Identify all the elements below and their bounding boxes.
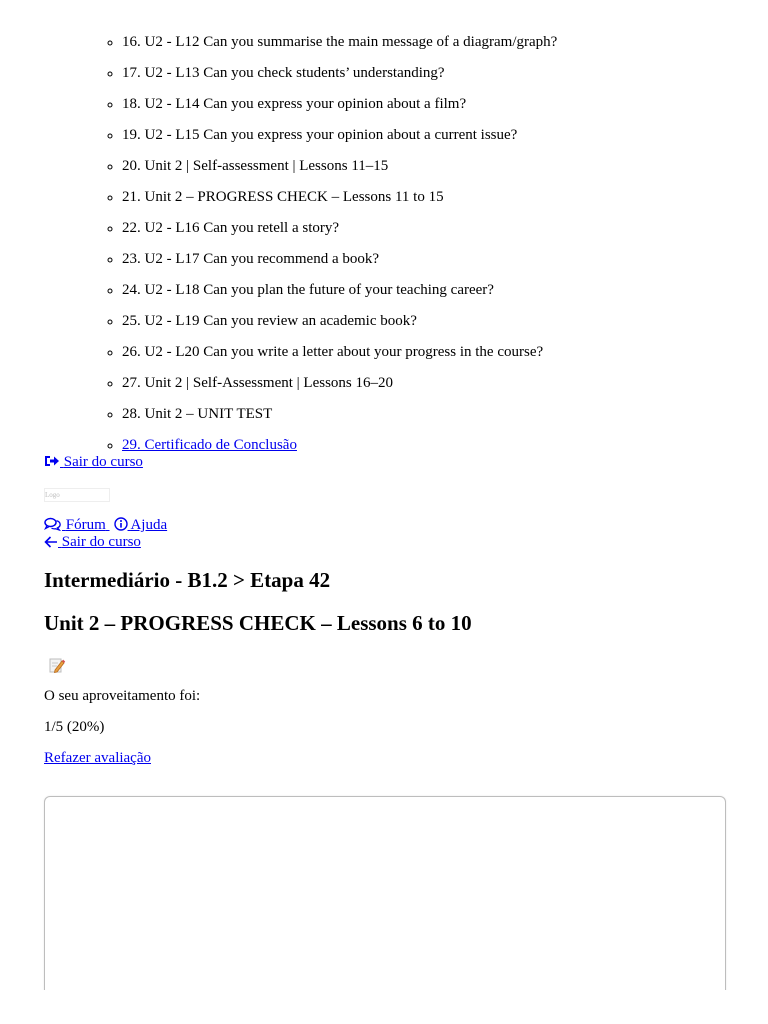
comments-icon xyxy=(44,517,62,531)
forum-link[interactable] xyxy=(44,517,110,533)
lesson-label: 16. U2 - L12 Can you summarise the main message of a diagram/graph? xyxy=(122,34,558,50)
lesson-item xyxy=(122,32,762,63)
retake-assessment-link[interactable]: Refazer avaliação xyxy=(44,750,151,766)
forum-label: Fórum xyxy=(65,517,106,533)
lesson-label: 28. Unit 2 – UNIT TEST xyxy=(122,406,273,422)
back-exit-course-link[interactable] xyxy=(44,532,141,552)
lesson-item xyxy=(122,342,762,373)
lesson-label: 19. U2 - L15 Can you express your opinion about a current issue? xyxy=(122,127,518,143)
score-value: 1/5 (20%) xyxy=(44,719,105,735)
lesson-item xyxy=(122,156,762,187)
lesson-item xyxy=(122,187,762,218)
lesson-label: 27. Unit 2 | Self-Assessment | Lessons 16–20 xyxy=(122,375,393,391)
help-link[interactable] xyxy=(114,517,168,533)
lesson-item xyxy=(122,125,762,156)
back-exit-course-label: Sair do curso xyxy=(61,534,141,550)
course-breadcrumb: Intermediário - B1.2 > Etapa 42 xyxy=(44,568,331,592)
lesson-label: 21. Unit 2 – PROGRESS CHECK – Lessons 11 to 15 xyxy=(122,189,444,205)
exit-course-link[interactable] xyxy=(44,452,143,472)
logo-alt-text: Logo xyxy=(45,491,60,499)
arrow-left-icon xyxy=(44,536,58,548)
lesson-item xyxy=(122,280,762,311)
page-bottom-edge xyxy=(0,990,768,1024)
lesson-item xyxy=(122,435,762,466)
exit-course-label: Sair do curso xyxy=(63,454,143,470)
lesson-label: 22. U2 - L16 Can you retell a story? xyxy=(122,220,340,236)
lesson-item xyxy=(122,373,762,404)
certificate-link[interactable]: 29. Certificado de Conclusão xyxy=(122,437,297,453)
lesson-item xyxy=(122,404,762,435)
lesson-label: 25. U2 - L19 Can you review an academic book? xyxy=(122,313,417,329)
sign-out-icon xyxy=(44,454,60,468)
info-circle-icon xyxy=(114,517,128,531)
lesson-label: 26. U2 - L20 Can you write a letter about your progress in the course? xyxy=(122,344,544,360)
lesson-item xyxy=(122,63,762,94)
lesson-label: 24. U2 - L18 Can you plan the future of your teaching career? xyxy=(122,282,494,298)
score-label: O seu aproveitamento foi: xyxy=(44,688,201,704)
lesson-label: 20. Unit 2 | Self-assessment | Lessons 11–15 xyxy=(122,158,389,174)
lesson-label: 18. U2 - L14 Can you express your opinion about a film? xyxy=(122,96,467,112)
lesson-label: 17. U2 - L13 Can you check students’ understanding? xyxy=(122,65,445,81)
pencil-icon xyxy=(48,656,66,674)
lesson-label: 23. U2 - L17 Can you recommend a book? xyxy=(122,251,380,267)
help-label: Ajuda xyxy=(130,517,168,533)
lesson-item xyxy=(122,218,762,249)
lesson-item xyxy=(122,249,762,280)
logo-image xyxy=(44,488,110,502)
page-title: Unit 2 – PROGRESS CHECK – Lessons 6 to 10 xyxy=(44,611,472,635)
lesson-list xyxy=(0,32,762,466)
lesson-item xyxy=(122,94,762,125)
lesson-item xyxy=(122,311,762,342)
